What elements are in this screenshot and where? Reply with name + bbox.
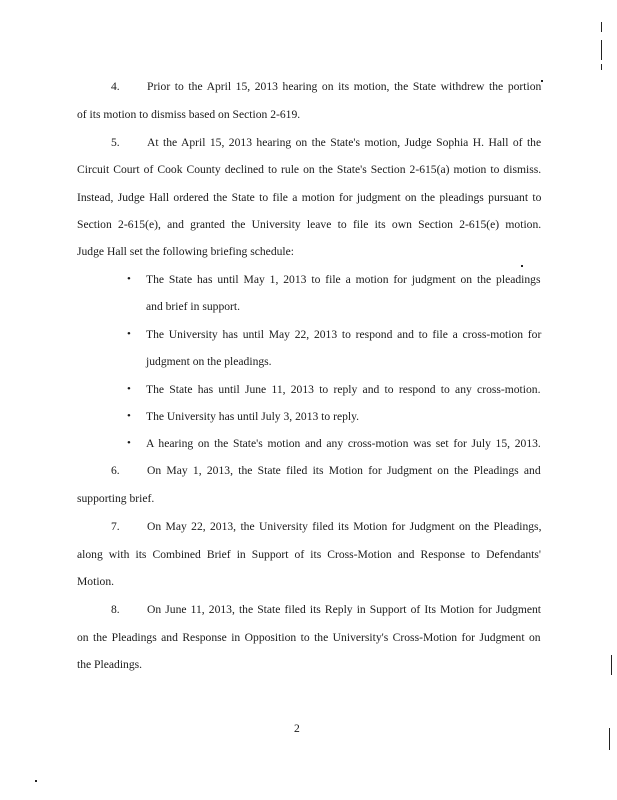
schedule-item-line: The State has until May 1, 2013 to file a motion for judgment on the pleadings [146,273,541,286]
paragraph-5-line: Instead, Judge Hall ordered the State to file a motion for judgment on the pleadings pursuant to [77,191,542,204]
paragraph-6-line: supporting brief. [77,492,155,505]
scan-mark [609,728,610,750]
page-number: 2 [294,722,300,735]
bullet-marker: • [127,383,131,395]
bullet-marker: • [127,273,131,285]
paragraph-5-line: At the April 15, 2013 hearing on the State's motion, Judge Sophia H. Hall of the [147,136,542,149]
paragraph-5-number: 5. [111,136,120,149]
paragraph-5-line: Circuit Court of Cook County declined to rule on the State's Section 2-615(a) motion to dismiss. [77,163,542,176]
paragraph-8-line: the Pleadings. [77,658,143,671]
scan-mark [601,22,602,32]
schedule-item-line: The State has until June 11, 2013 to reply and to respond to any cross-motion. [146,383,541,396]
schedule-item-line: The University has until May 22, 2013 to respond and to file a cross-motion for [146,328,542,341]
paragraph-4-line: Prior to the April 15, 2013 hearing on its motion, the State withdrew the portion [147,80,542,93]
scan-mark [35,780,37,782]
bullet-marker: • [127,437,131,449]
paragraph-6-number: 6. [111,464,120,477]
scan-mark [601,64,602,70]
schedule-item-line: A hearing on the State's motion and any cross-motion was set for July 15, 2013. [146,437,541,450]
paragraph-5-line: Section 2-615(e), and granted the University leave to file its own Section 2-615(e) motion. [77,218,542,231]
bullet-marker: • [127,328,131,340]
scan-mark [541,80,543,82]
schedule-item-line: The University has until July 3, 2013 to reply. [146,410,360,423]
paragraph-8-line: On June 11, 2013, the State filed its Reply in Support of Its Motion for Judgment [147,603,542,616]
paragraph-5-line: Judge Hall set the following briefing schedule: [77,245,295,258]
scan-mark [611,655,612,675]
paragraph-4-line: of its motion to dismiss based on Section 2-619. [77,108,301,121]
paragraph-7-number: 7. [111,520,120,533]
schedule-item-line: judgment on the pleadings. [146,355,272,368]
paragraph-7-line: Motion. [77,575,115,588]
paragraph-7-line: along with its Combined Brief in Support of its Cross-Motion and Response to Defendants' [77,548,541,561]
paragraph-7-line: On May 22, 2013, the University filed its Motion for Judgment on the Pleadings, [147,520,542,533]
paragraph-8-number: 8. [111,603,120,616]
paragraph-8-line: on the Pleadings and Response in Opposition to the University's Cross-Motion for Judgment on [77,631,541,644]
schedule-item-line: and brief in support. [146,300,241,313]
scan-mark [521,265,523,267]
bullet-marker: • [127,410,131,422]
paragraph-4-number: 4. [111,80,120,93]
paragraph-6-line: On May 1, 2013, the State filed its Motion for Judgment on the Pleadings and [147,464,541,477]
scan-mark [601,40,602,60]
